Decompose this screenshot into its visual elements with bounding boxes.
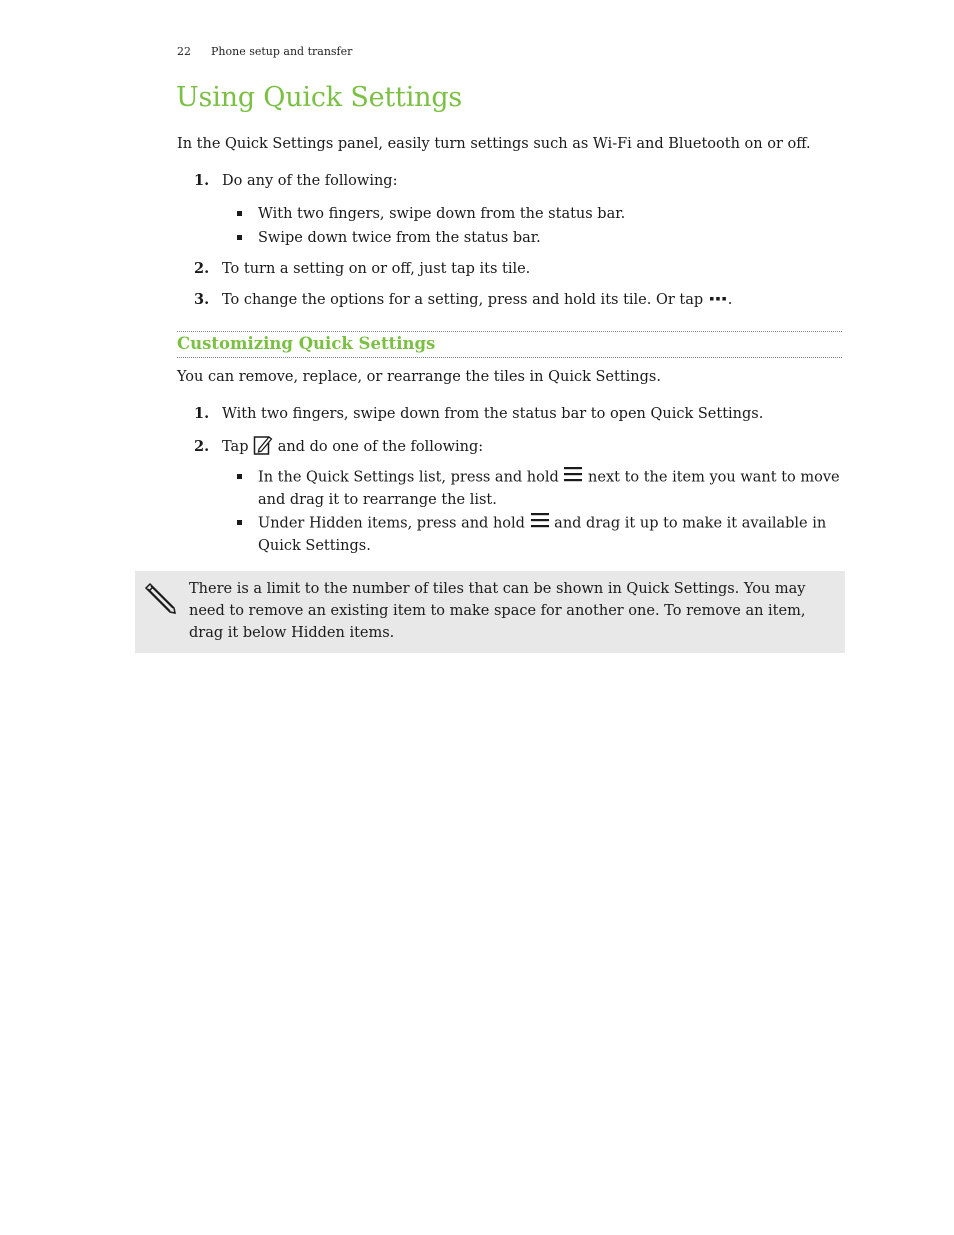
bullet-text: Swipe down twice from the status bar.: [258, 230, 541, 246]
drag-handle-icon: [563, 466, 583, 489]
step-2: [194, 434, 483, 460]
step-number: 2.: [194, 438, 210, 455]
step-text: Do any of the following:: [222, 173, 398, 189]
section-heading: Customizing Quick Settings: [177, 334, 436, 353]
section-rule-top: [177, 331, 842, 332]
step-1: [194, 405, 763, 422]
bullet-marker: [237, 474, 242, 479]
step-1: [194, 172, 397, 189]
step-2: [194, 260, 530, 277]
bullet-item: [237, 512, 842, 557]
pencil-note-icon: [143, 581, 177, 619]
step-3: [194, 291, 732, 308]
bullet-text: With two fingers, swipe down from the status bar.: [258, 206, 626, 222]
bullet-item: [237, 466, 842, 511]
intro-paragraph: In the Quick Settings panel, easily turn settings such as Wi-Fi and Bluetooth on or off.: [177, 136, 811, 152]
bullet-marker: [237, 520, 242, 525]
bullet-text: next to the item you want to move and drag it to rearrange the list.: [258, 469, 840, 508]
step-suffix: .: [727, 292, 733, 308]
note-text: There is a limit to the number of tiles that can be shown in Quick Settings. You may need to remove an existing item to make space for another one. To remove an item, drag it below Hidden items.: [189, 581, 806, 641]
page-header: [177, 45, 352, 58]
step-text: To change the options for a setting, press and hold its tile. Or tap: [222, 292, 704, 308]
more-dots-icon: [708, 292, 728, 308]
step-number: 1.: [194, 405, 210, 422]
drag-handle-icon: [530, 512, 550, 535]
step-number: 1.: [194, 172, 210, 189]
step-text: To turn a setting on or off, just tap its tile.: [222, 261, 531, 277]
bullet-text: In the Quick Settings list, press and hold: [258, 469, 559, 486]
page-number: 22: [177, 45, 191, 58]
bullet-text: Under Hidden items, press and hold: [258, 515, 525, 532]
edit-icon: [253, 434, 273, 460]
step-text: and do one of the following:: [277, 439, 484, 455]
step-text: With two fingers, swipe down from the status bar to open Quick Settings.: [222, 406, 764, 422]
note-box: [135, 571, 845, 653]
bullet-marker: [237, 235, 242, 240]
step-number: 3.: [194, 291, 210, 308]
bullet-item: [237, 203, 842, 225]
step-number: 2.: [194, 260, 210, 277]
bullet-text: and drag it up to make it available in Quick Settings.: [258, 515, 827, 554]
bullet-marker: [237, 211, 242, 216]
step-text: Tap: [222, 439, 249, 455]
section-rule-bottom: [177, 357, 842, 358]
page-title: Using Quick Settings: [176, 82, 463, 113]
bullet-item: [237, 227, 842, 249]
section-name: Phone setup and transfer: [211, 45, 353, 58]
section-intro: You can remove, replace, or rearrange the tiles in Quick Settings.: [177, 369, 661, 385]
